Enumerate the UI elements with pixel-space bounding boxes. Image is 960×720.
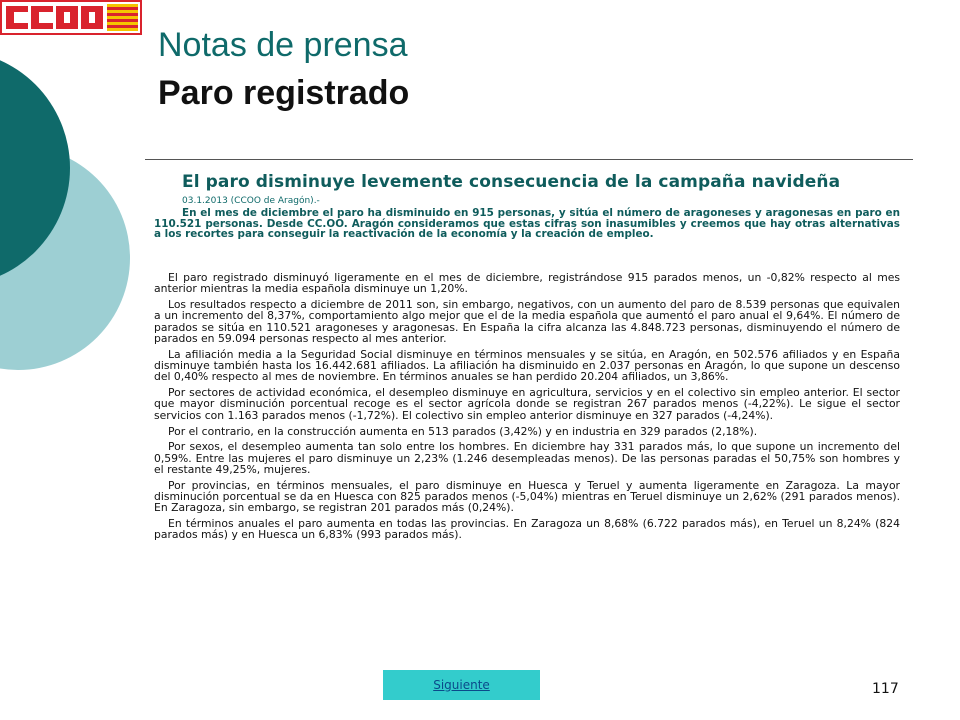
divider	[145, 159, 913, 160]
paragraph: Por sectores de actividad económica, el desempleo disminuye en agricultura, servicios y en el colectivo sin empleo anterior. El sector que mayor disminución porcentual recoge es el sector agrícola donde se registran 267 parados menos (-4,22%). Le sigue el sector servicios con 1.163 parados menos (-1,72%). El colectivo sin empleo anterior disminuye en 327 parados (-4,24%).	[154, 386, 900, 422]
slide-title: Notas de prensa	[158, 26, 408, 64]
ccoo-logo	[0, 0, 142, 35]
article-body	[154, 272, 900, 545]
page-number: 117	[872, 681, 899, 697]
paragraph: En términos anuales el paro aumenta en todas las provincias. En Zaragoza un 8,68% (6.722 parados más), en Teruel un 8,24% (824 parados más) y en Huesca un 6,83% (993 parados más).	[154, 517, 900, 542]
ccoo-wordmark	[6, 6, 103, 29]
paragraph: Por sexos, el desempleo aumenta tan solo entre los hombres. En diciembre hay 331 parados más, lo que supone un incremento del 0,59%. Entre las mujeres el paro disminuye un 2,23% (1.246 desempleadas menos). De las personas paradas el 50,75% son hombres y el restante 49,25%, mujeres.	[154, 440, 900, 476]
lead-paragraph: En el mes de diciembre el paro ha disminuido en 915 personas, y sitúa el número de aragoneses y aragonesas en paro en 110.521 personas. Desde CC.OO. Aragón consideramos que estas cifras son inasumibles y creemos que hay otras alternativas a los recortes para conseguir la reactivación de la economía y la creación de empleo.	[154, 207, 900, 240]
paragraph: Los resultados respecto a diciembre de 2011 son, sin embargo, negativos, con un aumento del paro de 8.539 personas que equivalen a un incremento del 8,37%, comportamiento algo mejor que el de la media española que aumentó el paro anual el 9,64%. El número de parados se sitúa en 110.521 aragoneses y aragonesas. En España la cifra alcanza las 4.848.723 personas, disminuyendo el número de parados en 59.094 personas respecto al mes anterior.	[154, 298, 900, 345]
slide-subtitle: Paro registrado	[158, 74, 410, 112]
decorative-circles	[0, 0, 140, 720]
aragon-flag-icon	[107, 4, 138, 31]
paragraph: Por provincias, en términos mensuales, el paro disminuye en Huesca y Teruel y aumenta ligeramente en Zaragoza. La mayor disminución porcentual se da en Huesca con 825 parados menos (-5,04%) mientras en Teruel disminuye un 2,62% (291 parados menos). En Zaragoza, sin embargo, se registran 201 parados más (0,24%).	[154, 478, 900, 515]
next-button[interactable]	[383, 670, 540, 700]
dateline: 03.1.2013 (CCOO de Aragón).-	[182, 196, 320, 206]
paragraph: El paro registrado disminuyó ligeramente en el mes de diciembre, registrándose 915 parados menos, un -0,82% respecto al mes anterior mientras la media española disminuye un 1,20%.	[154, 271, 900, 296]
press-headline: El paro disminuye levemente consecuencia de la campaña navideña	[182, 172, 841, 192]
ccoo-logo-graphic	[6, 3, 140, 32]
circles-graphic	[0, 0, 140, 720]
paragraph: Por el contrario, en la construcción aumenta en 513 parados (3,42%) y en industria en 329 parados (2,18%).	[168, 424, 758, 438]
paragraph: La afiliación media a la Seguridad Social disminuye en términos mensuales y se sitúa, en Aragón, en 502.576 afiliados y en España disminuye también hasta los 16.442.681 afiliados. La afiliación ha disminuido en 2.037 personas en Aragón, lo que supone un descenso del 0,40% respecto al mes de noviembre. En términos anuales se han perdido 20.204 afiliados, un 3,86%.	[154, 347, 900, 384]
next-link[interactable]: Siguiente	[433, 678, 490, 692]
